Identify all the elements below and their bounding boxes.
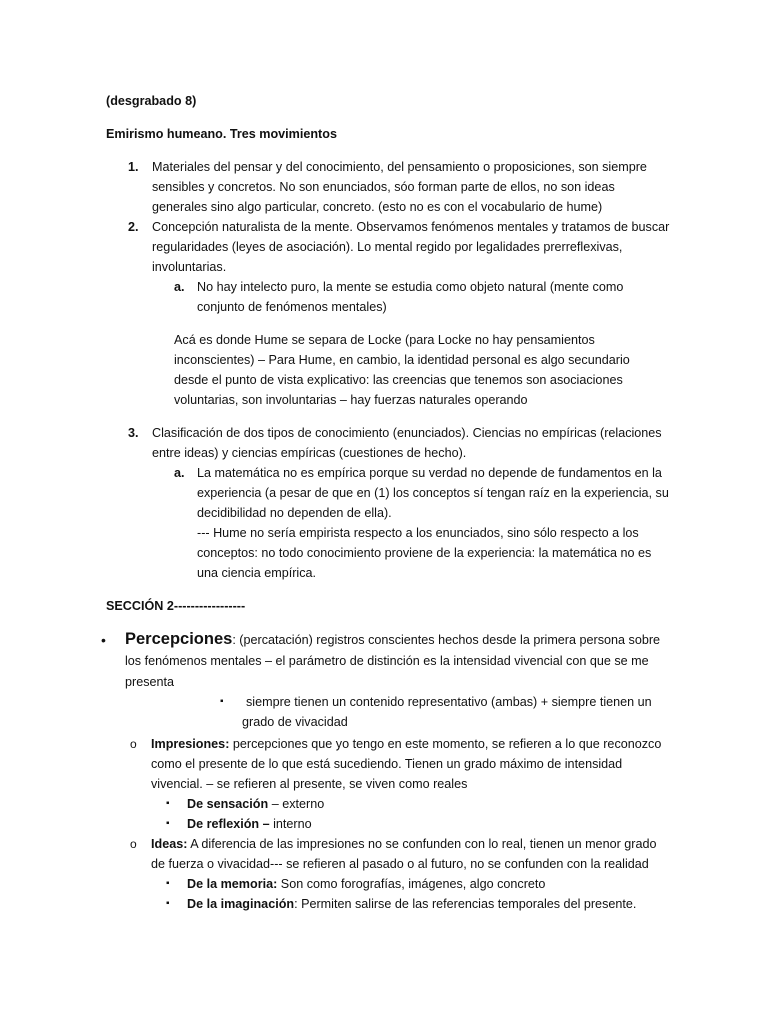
impresiones-paragraph [151, 734, 663, 794]
ideas-sub-2: De la imaginación: Permiten salirse de las referencias temporales del presente. [187, 897, 637, 911]
subitem-letter-3a: a. [174, 466, 185, 480]
item-number-1: 1. [128, 160, 139, 174]
subitem-text-3a: La matemática no es empírica porque su verdad no depende de fundamentos en la experiencia (a pesar de que en (1) los conceptos sí tengan raíz en la experiencia, su decidibilidad no dependen de ella). [197, 466, 669, 520]
percepciones-term: Percepciones [125, 630, 233, 648]
ideas-sub-1: De la memoria: Son como forografías, imágenes, algo concreto [187, 877, 546, 891]
item-text-3: Clasificación de dos tipos de conocimiento (enunciados). Ciencias no empíricas (relaciones entre ideas) y ciencias empíricas (cuestiones de hecho). [152, 426, 662, 460]
subitem-extra-3a: --- Hume no sería empirista respecto a los enunciados, sino sólo respecto a los conceptos: no todo conocimiento proviene de la experiencia: la matemática no es una ciencia empírica. [197, 526, 652, 580]
square-bullet: ▪ [220, 696, 224, 707]
subitem-text-2a: No hay intelecto puro, la mente se estudia como objeto natural (mente como conjunto de fenómenos mentales) [197, 280, 624, 314]
ideas-text: A diferencia de las impresiones no se confunden con lo real, tienen un menor grado de fuerza o vivacidad--- se refieren al pasado o al futuro, no se confunden con la realidad [151, 837, 657, 871]
disc-bullet: • [101, 632, 106, 648]
item-number-3: 3. [128, 426, 139, 440]
square-bullet: ▪ [166, 818, 170, 829]
impresiones-term: Impresiones: [151, 737, 230, 751]
percepciones-text: (percatación) registros conscientes hechos desde la primera persona sobre los fenómenos mentales – el parámetro de distinción es la intensidad vivencial con que se me presenta [125, 633, 661, 689]
item-number-2: 2. [128, 220, 139, 234]
impresiones-text: percepciones que yo tengo en este momento, se refieren a lo que reconozco como el presente de lo que está sucediendo. Tienen un grado máximo de intensidad vivencial. – se refieren al presente, se viven como reales [151, 737, 662, 791]
circle-bullet-impresiones: o [130, 737, 137, 751]
square-bullet: ▪ [166, 878, 170, 889]
doc-heading: Emirismo humeano. Tres movimientos [106, 127, 337, 141]
ideas-term: Ideas: [151, 837, 188, 851]
percepciones-colon: : [232, 633, 236, 647]
impresiones-sub-1: De sensación – externo [187, 797, 325, 811]
item-text-2: Concepción naturalista de la mente. Observamos fenómenos mentales y tratamos de buscar regularidades (leyes de asociación). Lo mental regido por legalidades prerreflexivas, involuntarias. [152, 220, 670, 274]
subitem-letter-2a: a. [174, 280, 185, 294]
impresiones-sub-2: De reflexión – interno [187, 817, 312, 831]
square-bullet: ▪ [166, 798, 170, 809]
ideas-paragraph [151, 834, 663, 874]
percepciones-paragraph [125, 629, 665, 693]
section-title: SECCIÓN 2----------------- [106, 599, 246, 613]
doc-label: (desgrabado 8) [106, 94, 197, 108]
square-bullet: ▪ [166, 898, 170, 909]
percepciones-square-note: siempre tienen un contenido representativo (ambas) + siempre tienen un grado de vivacidad [242, 695, 652, 729]
circle-bullet-ideas: o [130, 837, 137, 851]
subitem-note-2a: Acá es donde Hume se separa de Locke (para Locke no hay pensamientos inconscientes) – Para Hume, en cambio, la identidad personal es algo secundario desde el punto de vista explicativo: las creencias que tenemos son asociaciones voluntarias, son involuntarias – hay fuerzas naturales operando [174, 333, 630, 407]
item-text-1: Materiales del pensar y del conocimiento, del pensamiento o proposiciones, son siempre sensibles y concretos. No son enunciados, sóo forman parte de ellos, no son ideas generales sino algo particular, concreto. (esto no es con el vocabulario de hume) [152, 160, 647, 214]
